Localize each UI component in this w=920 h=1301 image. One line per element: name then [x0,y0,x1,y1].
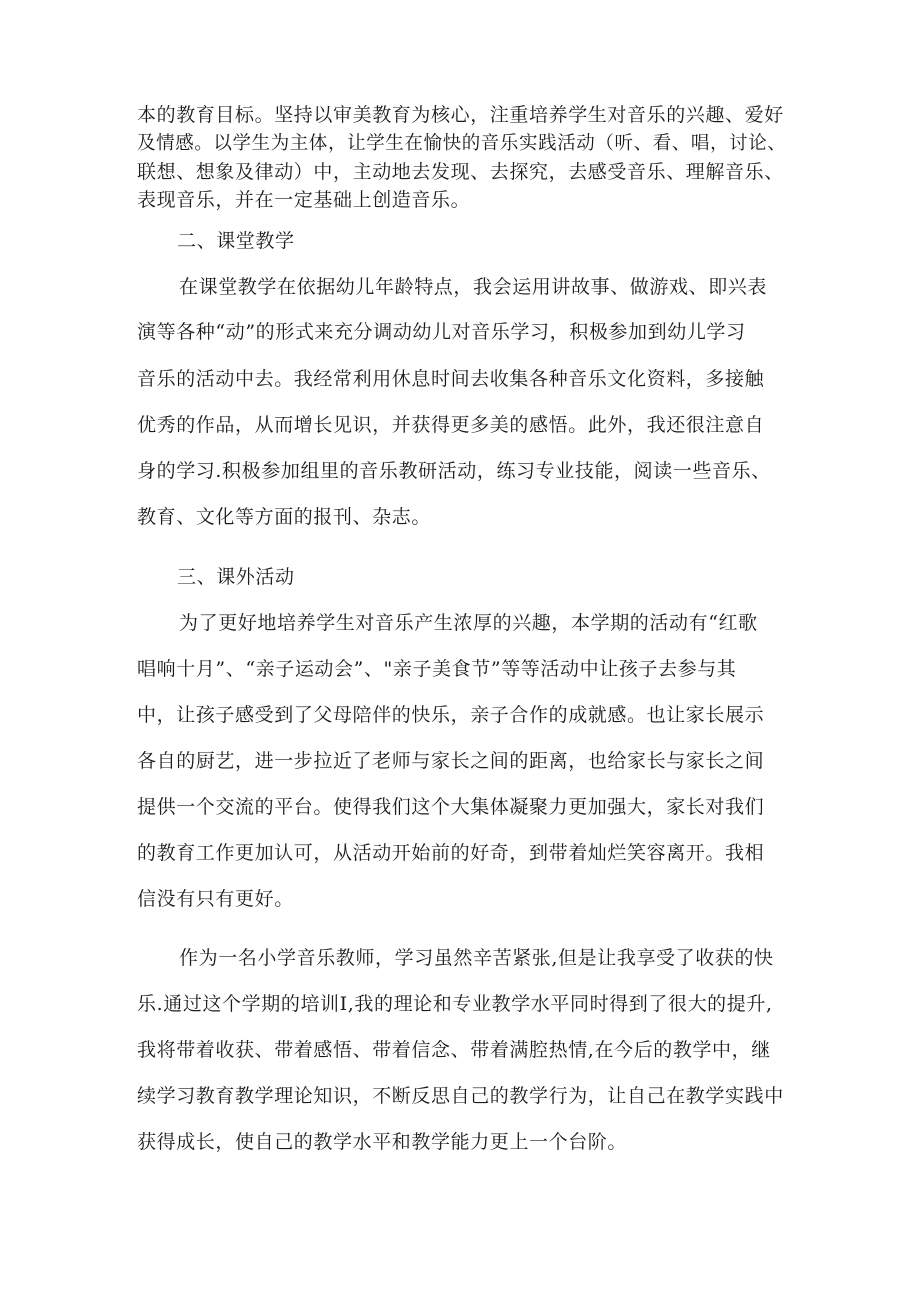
section-three-line-7: 信没有只有更好。 [137,888,294,910]
intro-line-3: 联想、想象及律动）中，主动地去发现、去探究，去感受音乐、理解音乐、 [137,161,784,183]
section-three-heading: 三、课外活动 [177,566,295,588]
section-two-line-1: 在课堂教学在依据幼儿年龄特点，我会运用讲故事、做游戏、即兴表 [179,276,768,298]
section-three-line-4: 各自的厨艺，进一步拉近了老师与家长之间的距离，也给家长与家长之间 [137,750,765,772]
intro-line-1: 本的教育目标。坚持以审美教育为核心，注重培养学生对音乐的兴趣、爱好 [137,104,784,126]
section-two-line-5: 身的学习.积极参加组里的音乐教研活动，练习专业技能，阅读一些音乐、 [137,460,771,482]
closing-line-2: 乐.通过这个学期的培训I,我的理论和专业教学水平同时得到了很大的提升, [137,993,773,1015]
closing-line-3: 我将带着收获、带着感悟、带着信念、带着满腔热情,在今后的教学中，继 [137,1039,771,1061]
section-two-line-6: 教育、文化等方面的报刊、杂志。 [137,506,432,528]
closing-line-4: 续学习教育教学理论知识，不断反思自己的教学行为，让自己在教学实践中 [137,1085,784,1107]
section-two-line-4: 优秀的作品，从而增长见识，并获得更多美的感悟。此外，我还很注意自 [137,414,765,436]
section-three-line-1: 为了更好地培养学生对音乐产生浓厚的兴趣，本学期的活动有“红歌 [179,612,758,634]
section-three-line-6: 的教育工作更加认可，从活动开始前的好奇，到带着灿烂笑容离开。我相 [137,842,765,864]
section-three-line-5: 提供一个交流的平台。使得我们这个大集体凝聚力更加强大，家长对我们 [137,796,765,818]
section-two-line-3: 音乐的活动中去。我经常利用休息时间去收集各种音乐文化资料，多接触 [137,368,765,390]
section-two-heading: 二、课堂教学 [177,230,295,252]
section-three-line-2: 唱响十月”、“亲子运动会”、"亲子美食节”等等活动中让孩子去参与其 [137,658,737,680]
intro-line-4: 表现音乐，并在一定基础上创造音乐。 [137,189,471,211]
intro-line-2: 及情感。以学生为主体，让学生在愉快的音乐实践活动（听、看、唱，讨论、 [137,133,787,154]
section-three-line-3: 中，让孩子感受到了父母陪伴的快乐，亲子合作的成就感。也让家长展示 [137,704,765,726]
section-two-line-2: 演等各种“动”的形式来充分调动幼儿对音乐学习，积极参加到幼儿学习 [137,321,746,343]
closing-line-5: 获得成长，使自己的教学水平和教学能力更上一个台阶。 [137,1131,628,1153]
closing-line-1: 作为一名小学音乐教师，学习虽然辛苦紧张,但是让我享受了收获的快 [179,947,774,969]
